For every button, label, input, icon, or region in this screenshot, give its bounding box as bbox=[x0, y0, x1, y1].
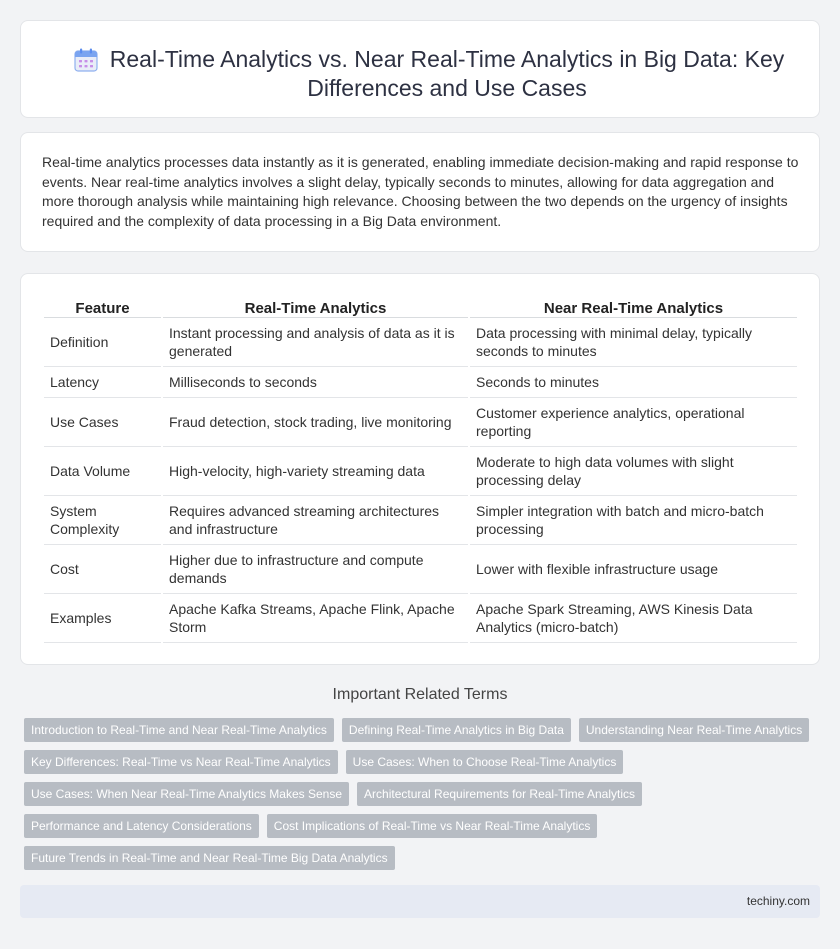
tag-row bbox=[24, 846, 814, 870]
row-real-time-value: High-velocity, high-variety streaming data bbox=[163, 447, 468, 496]
row-near-real-time-value: Seconds to minutes bbox=[470, 367, 797, 398]
table-row bbox=[44, 594, 797, 643]
related-terms-heading: Important Related Terms bbox=[332, 686, 508, 703]
related-term-tag[interactable]: Performance and Latency Considerations bbox=[24, 814, 259, 838]
tag-row bbox=[24, 718, 814, 742]
related-term-tag[interactable]: Understanding Near Real-Time Analytics bbox=[579, 718, 809, 742]
tag-row bbox=[24, 750, 814, 774]
related-term-tag[interactable]: Use Cases: When Near Real-Time Analytics Makes Sense bbox=[24, 782, 349, 806]
table-row bbox=[44, 496, 797, 545]
related-term-tag[interactable]: Future Trends in Real-Time and Near Real-Time Big Data Analytics bbox=[24, 846, 395, 870]
row-near-real-time-value: Moderate to high data volumes with slight processing delay bbox=[470, 447, 797, 496]
title-card bbox=[20, 20, 820, 118]
table-row bbox=[44, 318, 797, 367]
column-header-near-real-time: Near Real-Time Analytics bbox=[470, 293, 797, 318]
table-row bbox=[44, 398, 797, 447]
column-header-feature: Feature bbox=[44, 293, 161, 318]
table-row bbox=[44, 367, 797, 398]
intro-paragraph: Real-time analytics processes data instantly as it is generated, enabling immediate decision-making and rapid response to events. Near real-time analytics involves a slight delay, typically seconds to minutes, allowing for data aggregation and more thorough analysis while maintaining high relevance. Choosing between the two depends on the urgency of insights required and the complexity of data processing in a Big Data environment. bbox=[42, 154, 799, 229]
related-term-tag[interactable]: Cost Implications of Real-Time vs Near Real-Time Analytics bbox=[267, 814, 598, 838]
row-near-real-time-value: Lower with flexible infrastructure usage bbox=[470, 545, 797, 594]
tag-row bbox=[24, 814, 814, 838]
table-row bbox=[44, 447, 797, 496]
related-term-tag[interactable]: Key Differences: Real-Time vs Near Real-Time Analytics bbox=[24, 750, 338, 774]
row-feature: Use Cases bbox=[44, 398, 161, 447]
row-feature: Examples bbox=[44, 594, 161, 643]
comparison-table bbox=[42, 293, 799, 643]
related-term-tag[interactable]: Defining Real-Time Analytics in Big Data bbox=[342, 718, 571, 742]
row-real-time-value: Requires advanced streaming architectures and infrastructure bbox=[163, 496, 468, 545]
row-feature: Data Volume bbox=[44, 447, 161, 496]
related-term-tag[interactable]: Introduction to Real-Time and Near Real-Time Analytics bbox=[24, 718, 334, 742]
row-real-time-value: Apache Kafka Streams, Apache Flink, Apache Storm bbox=[163, 594, 468, 643]
table-row bbox=[44, 545, 797, 594]
footer-brand[interactable]: techiny.com bbox=[746, 894, 810, 908]
page-title: Real-Time Analytics vs. Near Real-Time Analytics in Big Data: Key Differences and Use Cases bbox=[109, 46, 785, 101]
row-real-time-value: Higher due to infrastructure and compute demands bbox=[163, 545, 468, 594]
intro-card bbox=[20, 132, 820, 252]
row-real-time-value: Milliseconds to seconds bbox=[163, 367, 468, 398]
row-near-real-time-value: Apache Spark Streaming, AWS Kinesis Data Analytics (micro-batch) bbox=[470, 594, 797, 643]
table-header-row bbox=[44, 293, 797, 318]
related-term-tag[interactable]: Architectural Requirements for Real-Time Analytics bbox=[357, 782, 642, 806]
row-feature: System Complexity bbox=[44, 496, 161, 545]
footer bbox=[20, 885, 820, 918]
row-near-real-time-value: Simpler integration with batch and micro-batch processing bbox=[470, 496, 797, 545]
tag-row bbox=[24, 782, 814, 806]
related-terms-list bbox=[24, 718, 814, 878]
row-feature: Cost bbox=[44, 545, 161, 594]
related-term-tag[interactable]: Use Cases: When to Choose Real-Time Analytics bbox=[346, 750, 624, 774]
comparison-table-card bbox=[20, 273, 820, 665]
row-real-time-value: Instant processing and analysis of data as it is generated bbox=[163, 318, 468, 367]
row-feature: Definition bbox=[44, 318, 161, 367]
row-real-time-value: Fraud detection, stock trading, live monitoring bbox=[163, 398, 468, 447]
row-near-real-time-value: Customer experience analytics, operational reporting bbox=[470, 398, 797, 447]
row-feature: Latency bbox=[44, 367, 161, 398]
row-near-real-time-value: Data processing with minimal delay, typically seconds to minutes bbox=[470, 318, 797, 367]
column-header-real-time: Real-Time Analytics bbox=[163, 293, 468, 318]
